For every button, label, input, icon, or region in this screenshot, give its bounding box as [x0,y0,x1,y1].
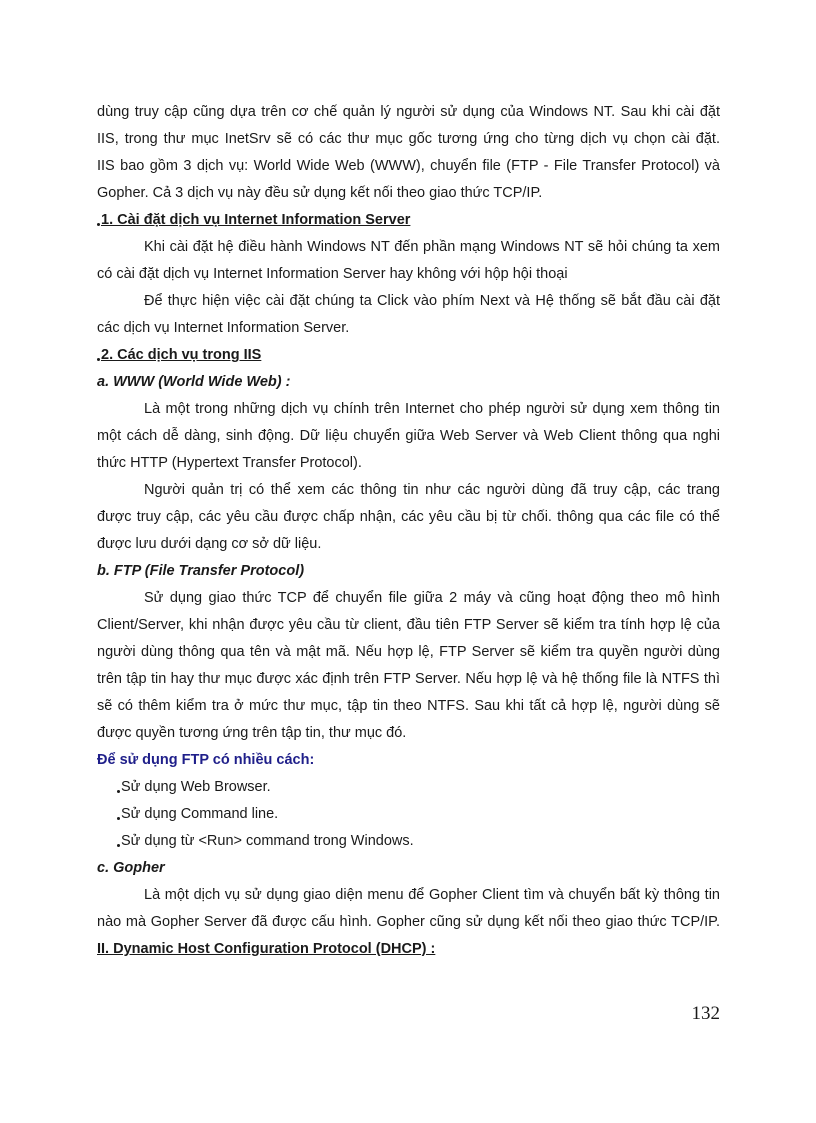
bullet-dot-icon [117,817,120,820]
bullet-dot-icon [97,358,100,361]
bullet-dot-icon [117,790,120,793]
ftp-p1-line-1: Sử dụng giao thức TCP để chuyển file giữa 2 máy và cũng hoạt động theo mô hình [144,590,720,606]
section-2-heading: 2. Các dịch vụ trong IIS [97,342,720,369]
section-1-p1-line-2: có cài đặt dịch vụ Internet Information Server hay không với hộp hội thoại [97,266,568,282]
gopher-p1-line-1: Là một dịch vụ sử dụng giao diện menu để Gopher Client tìm và chuyển bất kỳ thông tin [144,887,720,903]
dhcp-heading: II. Dynamic Host Configuration Protocol (DHCP) : [97,941,436,957]
ftp-p1-line-5: sẽ có thêm kiểm tra ở mức thư mục, tập tin theo NTFS. Sau khi tất cả hợp lệ, người dùng sẽ [97,698,720,714]
bullet-dot-icon [97,223,100,226]
www-p1-line-2: một cách dễ dàng, sinh động. Dữ liệu chuyển giữa Web Server và Web Client thông qua nghi [97,428,720,444]
section-1-p2-line-1: Để thực hiện việc cài đặt chúng ta Click vào phím Next và Hệ thống sẽ bắt đầu cài đặt [144,293,720,309]
gopher-p1-line-2: nào mà Gopher Server đã được cấu hình. Gopher cũng sử dụng kết nối theo giao thức TCP/IP. [97,914,720,930]
list-item: Sử dụng Web Browser. [97,774,720,801]
intro-line-1: dùng truy cập cũng dựa trên cơ chế quản lý người sử dụng của Windows NT. Sau khi cài đặt [97,104,720,120]
www-p1-line-1: Là một trong những dịch vụ chính trên Internet cho phép người sử dụng xem thông tin [144,401,720,417]
ftp-p1-line-6: được quyền tương ứng trên tập tin, thư mục đó. [97,725,407,741]
intro-line-2: IIS, trong thư mục InetSrv sẽ có các thư mục gốc tương ứng cho từng dịch vụ chọn cài đặt. [97,131,720,147]
page-body [97,99,720,963]
page-number: 132 [691,1003,720,1024]
bullet-dot-icon [117,844,120,847]
section-1-p1-line-1: Khi cài đặt hệ điều hành Windows NT đến phần mạng Windows NT sẽ hỏi chúng ta xem [144,239,720,255]
ftp-ways-heading: Để sử dụng FTP có nhiều cách: [97,752,315,768]
www-heading: a. WWW (World Wide Web) : [97,374,291,390]
www-p2-line-3: được lưu dưới dạng cơ sở dữ liệu. [97,536,322,552]
ftp-heading: b. FTP (File Transfer Protocol) [97,563,305,579]
section-1-p2-line-2: các dịch vụ Internet Information Server. [97,320,350,336]
www-p1-line-3: thức HTTP (Hypertext Transfer Protocol). [97,455,362,471]
intro-line-3: IIS bao gồm 3 dịch vụ: World Wide Web (WWW), chuyển file (FTP - File Transfer Protocol) và [97,158,720,174]
www-p2-line-1: Người quản trị có thể xem các thông tin như các người dùng đã truy cập, các trang [144,482,720,498]
ftp-p1-line-3: người dùng thông qua tên và mật mã. Nếu hợp lệ, FTP Server sẽ kiểm tra quyền người dùng [97,644,720,660]
section-1-heading: 1. Cài đặt dịch vụ Internet Information Server [97,207,720,234]
www-p2-line-2: được truy cập, các yêu cầu được chấp nhận, các yêu cầu bị từ chối. thông qua các file có thể [97,509,720,525]
ftp-p1-line-2: Client/Server, khi nhận được yêu cầu từ client, đầu tiên FTP Server sẽ kiểm tra tính hợp lệ của [97,617,720,633]
list-item: Sử dụng từ <Run> command trong Windows. [97,828,720,855]
ftp-p1-line-4: trên tập tin hay thư mục được xác định trên FTP Server. Nếu hợp lệ và hệ thống file là NTFS thì [97,671,720,687]
gopher-heading: c. Gopher [97,860,165,876]
list-item: Sử dụng Command line. [97,801,720,828]
intro-line-4: Gopher. Cả 3 dịch vụ này đều sử dụng kết nối theo giao thức TCP/IP. [97,185,543,201]
